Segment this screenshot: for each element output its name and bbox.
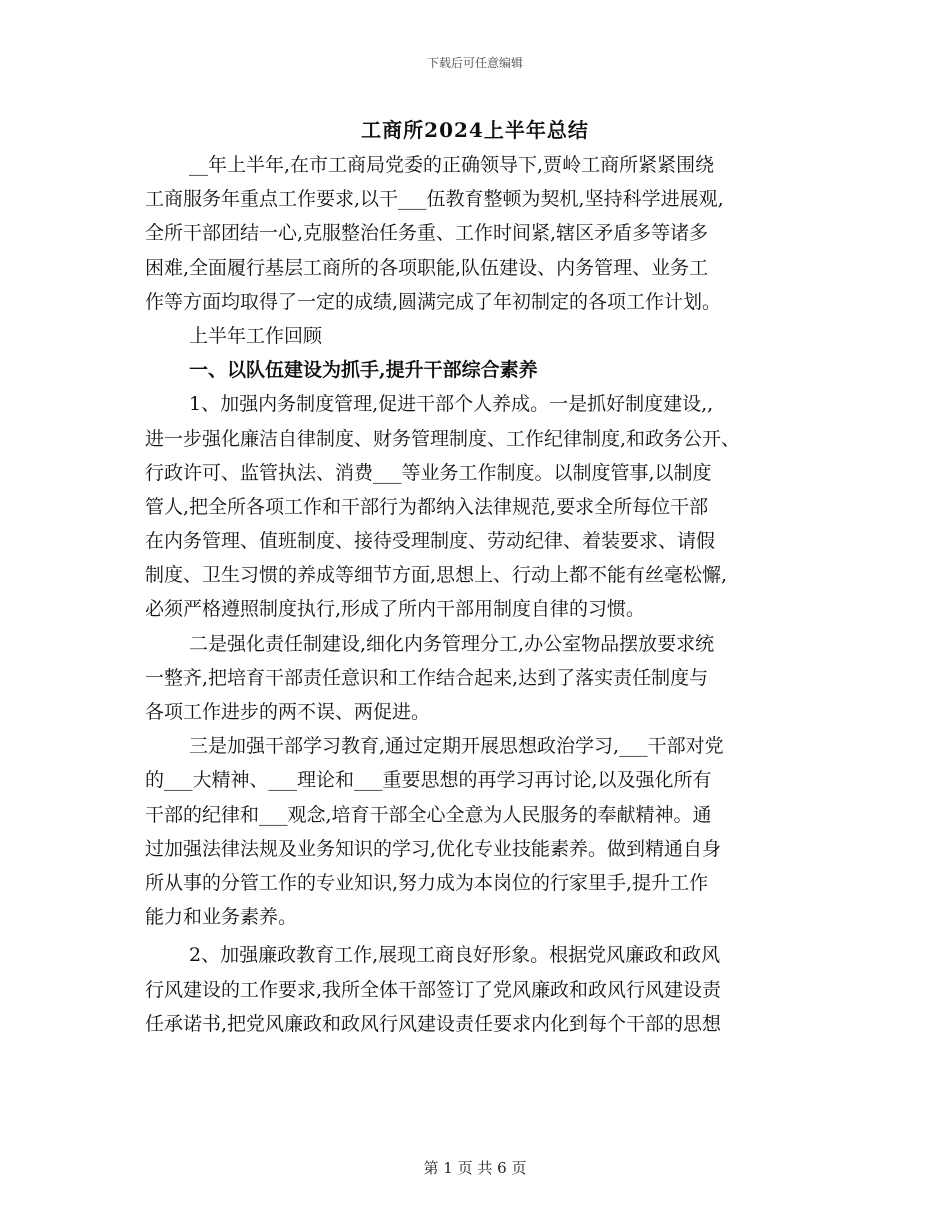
paragraph-line: 干部的纪律和___观念,培育干部全心全意为人民服务的奉献精神。通 (145, 803, 712, 826)
paragraph-line: 2、加强廉政教育工作,展现工商良好形象。根据党风廉政和政风 (189, 944, 721, 967)
paragraph-line: 过加强法律法规及业务知识的学习,优化专业技能素养。做到精通自身 (145, 837, 722, 860)
section-heading: 一、以队伍建设为抓手,提升干部综合素养 (189, 359, 538, 382)
page-number-footer: 第 1 页 共 6 页 (423, 1159, 527, 1177)
paragraph-line: 工商服务年重点工作要求,以干___伍教育整顿为契机,坚持科学进展观, (145, 188, 724, 211)
paragraph-line: 能力和业务素养。 (145, 906, 298, 929)
paragraph-line: 任承诺书,把党风廉政和政风行风建设责任要求内化到每个干部的思想 (145, 1012, 722, 1035)
paragraph-line: 困难,全面履行基层工商所的各项职能,队伍建设、内务管理、业务工 (145, 256, 709, 279)
paragraph-line: 作等方面均取得了一定的成绩,圆满完成了年初制定的各项工作计划。 (145, 290, 722, 313)
document-title: 工商所2024上半年总结 (361, 118, 589, 142)
paragraph-line: 各项工作进步的两不误、两促进。 (145, 701, 431, 723)
paragraph-line: 进一步强化廉洁自律制度、财务管理制度、工作纪律制度,和政务公开、 (145, 427, 741, 450)
paragraph-line: 行风建设的工作要求,我所全体干部签订了党风廉政和政风行风建设责 (145, 978, 722, 1001)
section-label: 上半年工作回顾 (189, 324, 323, 347)
paragraph-line: 二是强化责任制建设,细化内务管理分工,办公室物品摆放要求统 (189, 632, 715, 655)
paragraph-line: 一整齐,把培育干部责任意识和工作结合起来,达到了落实责任制度与 (145, 666, 709, 689)
paragraph-line: __年上半年,在市工商局党委的正确领导下,贾岭工商所紧紧围绕 (189, 154, 715, 176)
paragraph-line: 三是加强干部学习教育,通过定期开展思想政治学习,___干部对党 (189, 735, 724, 758)
paragraph-line: 的___大精神、___理论和___重要思想的再学习再讨论,以及强化所有 (145, 769, 712, 792)
paragraph-line: 制度、卫生习惯的养成等细节方面,思想上、行动上都不能有丝毫松懈, (145, 564, 728, 587)
paragraph-line: 在内务管理、值班制度、接待受理制度、劳动纪律、着装要求、请假 (145, 530, 716, 553)
paragraph-line: 全所干部团结一心,克服整治任务重、工作时间紧,辖区矛盾多等诸多 (145, 222, 709, 245)
paragraph-line: 必须严格遵照制度执行,形成了所内干部用制度自律的习惯。 (145, 598, 646, 621)
paragraph-line: 1、加强内务制度管理,促进干部个人养成。一是抓好制度建设,, (189, 393, 714, 416)
paragraph-line: 所从事的分管工作的专业知识,努力成为本岗位的行家里手,提升工作 (145, 871, 709, 894)
paragraph-line: 行政许可、监管执法、消费___等业务工作制度。以制度管事,以制度 (145, 461, 712, 484)
paragraph-line: 管人,把全所各项工作和干部行为都纳入法律规范,要求全所每位干部 (145, 495, 709, 518)
page-header-note: 下载后可任意编辑 (426, 56, 523, 70)
document-body (145, 148, 815, 1041)
